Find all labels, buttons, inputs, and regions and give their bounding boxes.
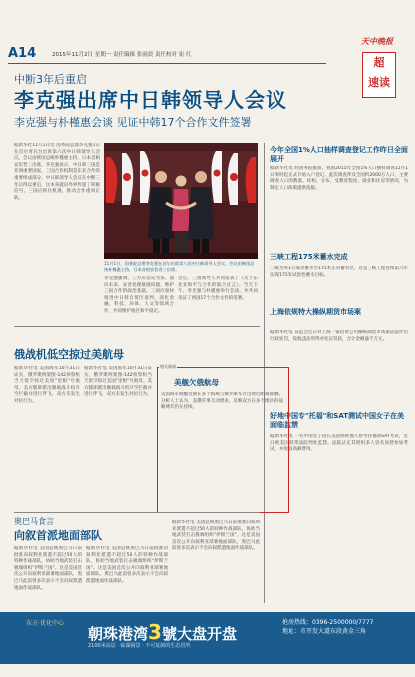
ad-contact (282, 618, 410, 636)
lead-body-center: 李克强强调，三方应以史为鉴、面向未来，妥善处理敏感问题，维护三国合作的政治基础。三国应加快推进中日韩自贸区谈判，深化金融、科技、环保、人文等领域合作，共同维护地区和平稳定。 (104, 276, 174, 314)
ad-headline-suffix: 號大盘开盘 (161, 625, 237, 643)
lead-headline: 李克强出席中日韩领导人会议 (14, 88, 287, 112)
section-badge-line1: 超 (373, 56, 385, 69)
related-news-title: 美舰欠俄航母 (174, 378, 219, 387)
header-rule (8, 63, 326, 64)
ad-address: 地址：市开发大道东段黄金三角 (282, 628, 367, 635)
brief-2-title: 三峡工程175米蓄水完成 (270, 253, 348, 261)
syria-story-title: 向叙首派地面部队 (14, 529, 102, 542)
lead-kicker: 中断3年后重启 (14, 73, 87, 86)
leaders-photo-image (104, 143, 258, 259)
section-badge (362, 52, 396, 98)
brief-4-body: 据新华社电 一名中国女子因在美国协助他人替考托福和SAT考试，近日被美国联邦法院判处监禁。法院认定其组织多人冒名顶替参加考试，并收取高额费用。 (270, 434, 408, 453)
related-news-label: 相关新闻 (160, 364, 176, 369)
russia-story-body-1: 据新华社电 美国海军10月31日证实，俄罗斯两架图-142侦察机当天低空掠过美国"里根"号航母。美方随即派出舰载战斗机升空拦截并进行伴飞，双方未发生对抗行为。 (14, 366, 80, 404)
flag-japan-right (211, 151, 222, 203)
russia-story-body-2: 据新华社电 美国海军10月31日证实，俄罗斯两架图-142侦察机当天低空掠过美国"里根"号航母。美方随即派出舰载战斗机升空拦截并进行伴飞，双方未发生对抗行为。 (84, 366, 152, 398)
ad-brand: 东方·优化中心 (26, 620, 64, 627)
syria-story-body-1: 据新华社电 美国总统奥巴马日前批准向叙利亚派遣不超过50人的特种作战部队，协助当地武装打击极端组织"伊斯兰国"。这是美国首次公开向叙利亚部署地面部队，奥巴马此前曾多次表示不会向叙派遣地面作战部队。 (14, 546, 82, 591)
lead-body-left: 据新华社11月1日电 国务院总理李克强1日在首尔青瓦台出席第六次中日韩领导人会议。会议由韩国总统朴槿惠主持，日本首相安倍晋三出席。李克强表示，中日韩三国是亚洲重要国家，三国合作机制是东亚合作的重要组成部分。中日韩领导人会议在中断三年后得以重启，这本身就向外界传递了积极信号。三国应抓住机遇，推动合作重回正轨。 (14, 143, 100, 201)
section-badge-line2: 速读 (368, 76, 390, 89)
page-number: A14 (8, 46, 37, 61)
brief-1-body: 据新华社电 经国务院批准，我国2015年全国1%人口抽样调查11月1日零时起正式开始入户登记。此次调查涉及全国约2000万人口，主要调查人口的数量、结构、分布、受教育程度、就业和住房等情况，为制定人口政策提供依据。 (270, 166, 408, 191)
lead-subhead: 李克强与朴槿惠会谈 见证中韩17个合作文件签署 (14, 116, 252, 129)
mid-bottom-rule (14, 512, 260, 513)
ad-hotline: 抢房热线：0396-2500000/7777 (282, 619, 374, 626)
lead-bottom-rule (14, 326, 260, 327)
leaders-photo (104, 143, 258, 259)
brief-3-body: 据新华社电 证监会近日对上海一家投资公司操纵期货市场案依法作出行政处罚，没收违法所得并处以罚款，合计金额逾千万元。 (270, 330, 408, 342)
syria-story-body-2: 据新华社电 美国总统奥巴马日前批准向叙利亚派遣不超过50人的特种作战部队，协助当地武装打击极端组织"伊斯兰国"。这是美国首次公开向叙利亚部署地面部队，奥巴马此前曾多次表示不会向叙派遣地面作战部队。 (86, 546, 168, 584)
newspaper-logo: 天中晚报 (361, 37, 393, 46)
ad-headline (88, 620, 237, 644)
lead-body-center-right: 会后，三国领导人共同发表了《关于东北亚和平与合作的联合宣言》。当天下午，李克强与朴槿惠举行会谈，并共同见证了两国17个合作文件的签署。 (178, 276, 258, 301)
related-news-body: 美国海军舰艇近期在多个海域与俄罗斯军方出现近距离接触。分析人士认为，美俄军事互动增多，反映双方在多个地区的战略博弈仍在持续。 (161, 392, 283, 411)
russia-story-title: 俄战机低空掠过美航母 (14, 348, 124, 361)
brief-1-title: 今年全国1%人口抽样调查登记工作昨日全面展开 (270, 146, 408, 163)
brief-4-title: 好地中国专"托福"和SAT测试中国女子在美面临监禁 (270, 412, 404, 429)
ad-headline-prefix: 朝珠港湾 (88, 625, 149, 643)
page-meta: 2015年11月2日 星期一 责任编辑 张雨晨 责任校对 崔 红 (52, 52, 192, 58)
syria-story-kicker: 奥巴马食言 (14, 517, 54, 526)
photo-caption: 11月1日，国务院总理李克强在首尔出席第六次中日韩领导人会议。会议由韩国总统朴槿惠主持，日本首相安倍晋三出席。 (104, 261, 255, 272)
brief-2-body: 三峡水库1日成功蓄水至175米正常蓄水位，这是三峡工程连续第六年实现175米试验性蓄水目标。 (270, 266, 408, 278)
ad-headline-number: 3 (148, 620, 162, 644)
syria-story-body-3: 据新华社电 美国总统奥巴马日前批准向叙利亚派遣不超过50人的特种作战部队，协助当地武装打击极端组织"伊斯兰国"。这是美国首次公开向叙利亚部署地面部队，奥巴马此前曾多次表示不会向叙派遣地面作战部队。 (172, 520, 260, 552)
ad-subline: 2100米高层 · 临湖阔景 · 不可复制的生态居所 (88, 643, 191, 649)
brief-3-title: 上海依规特大操纵期货市场案 (270, 308, 361, 316)
